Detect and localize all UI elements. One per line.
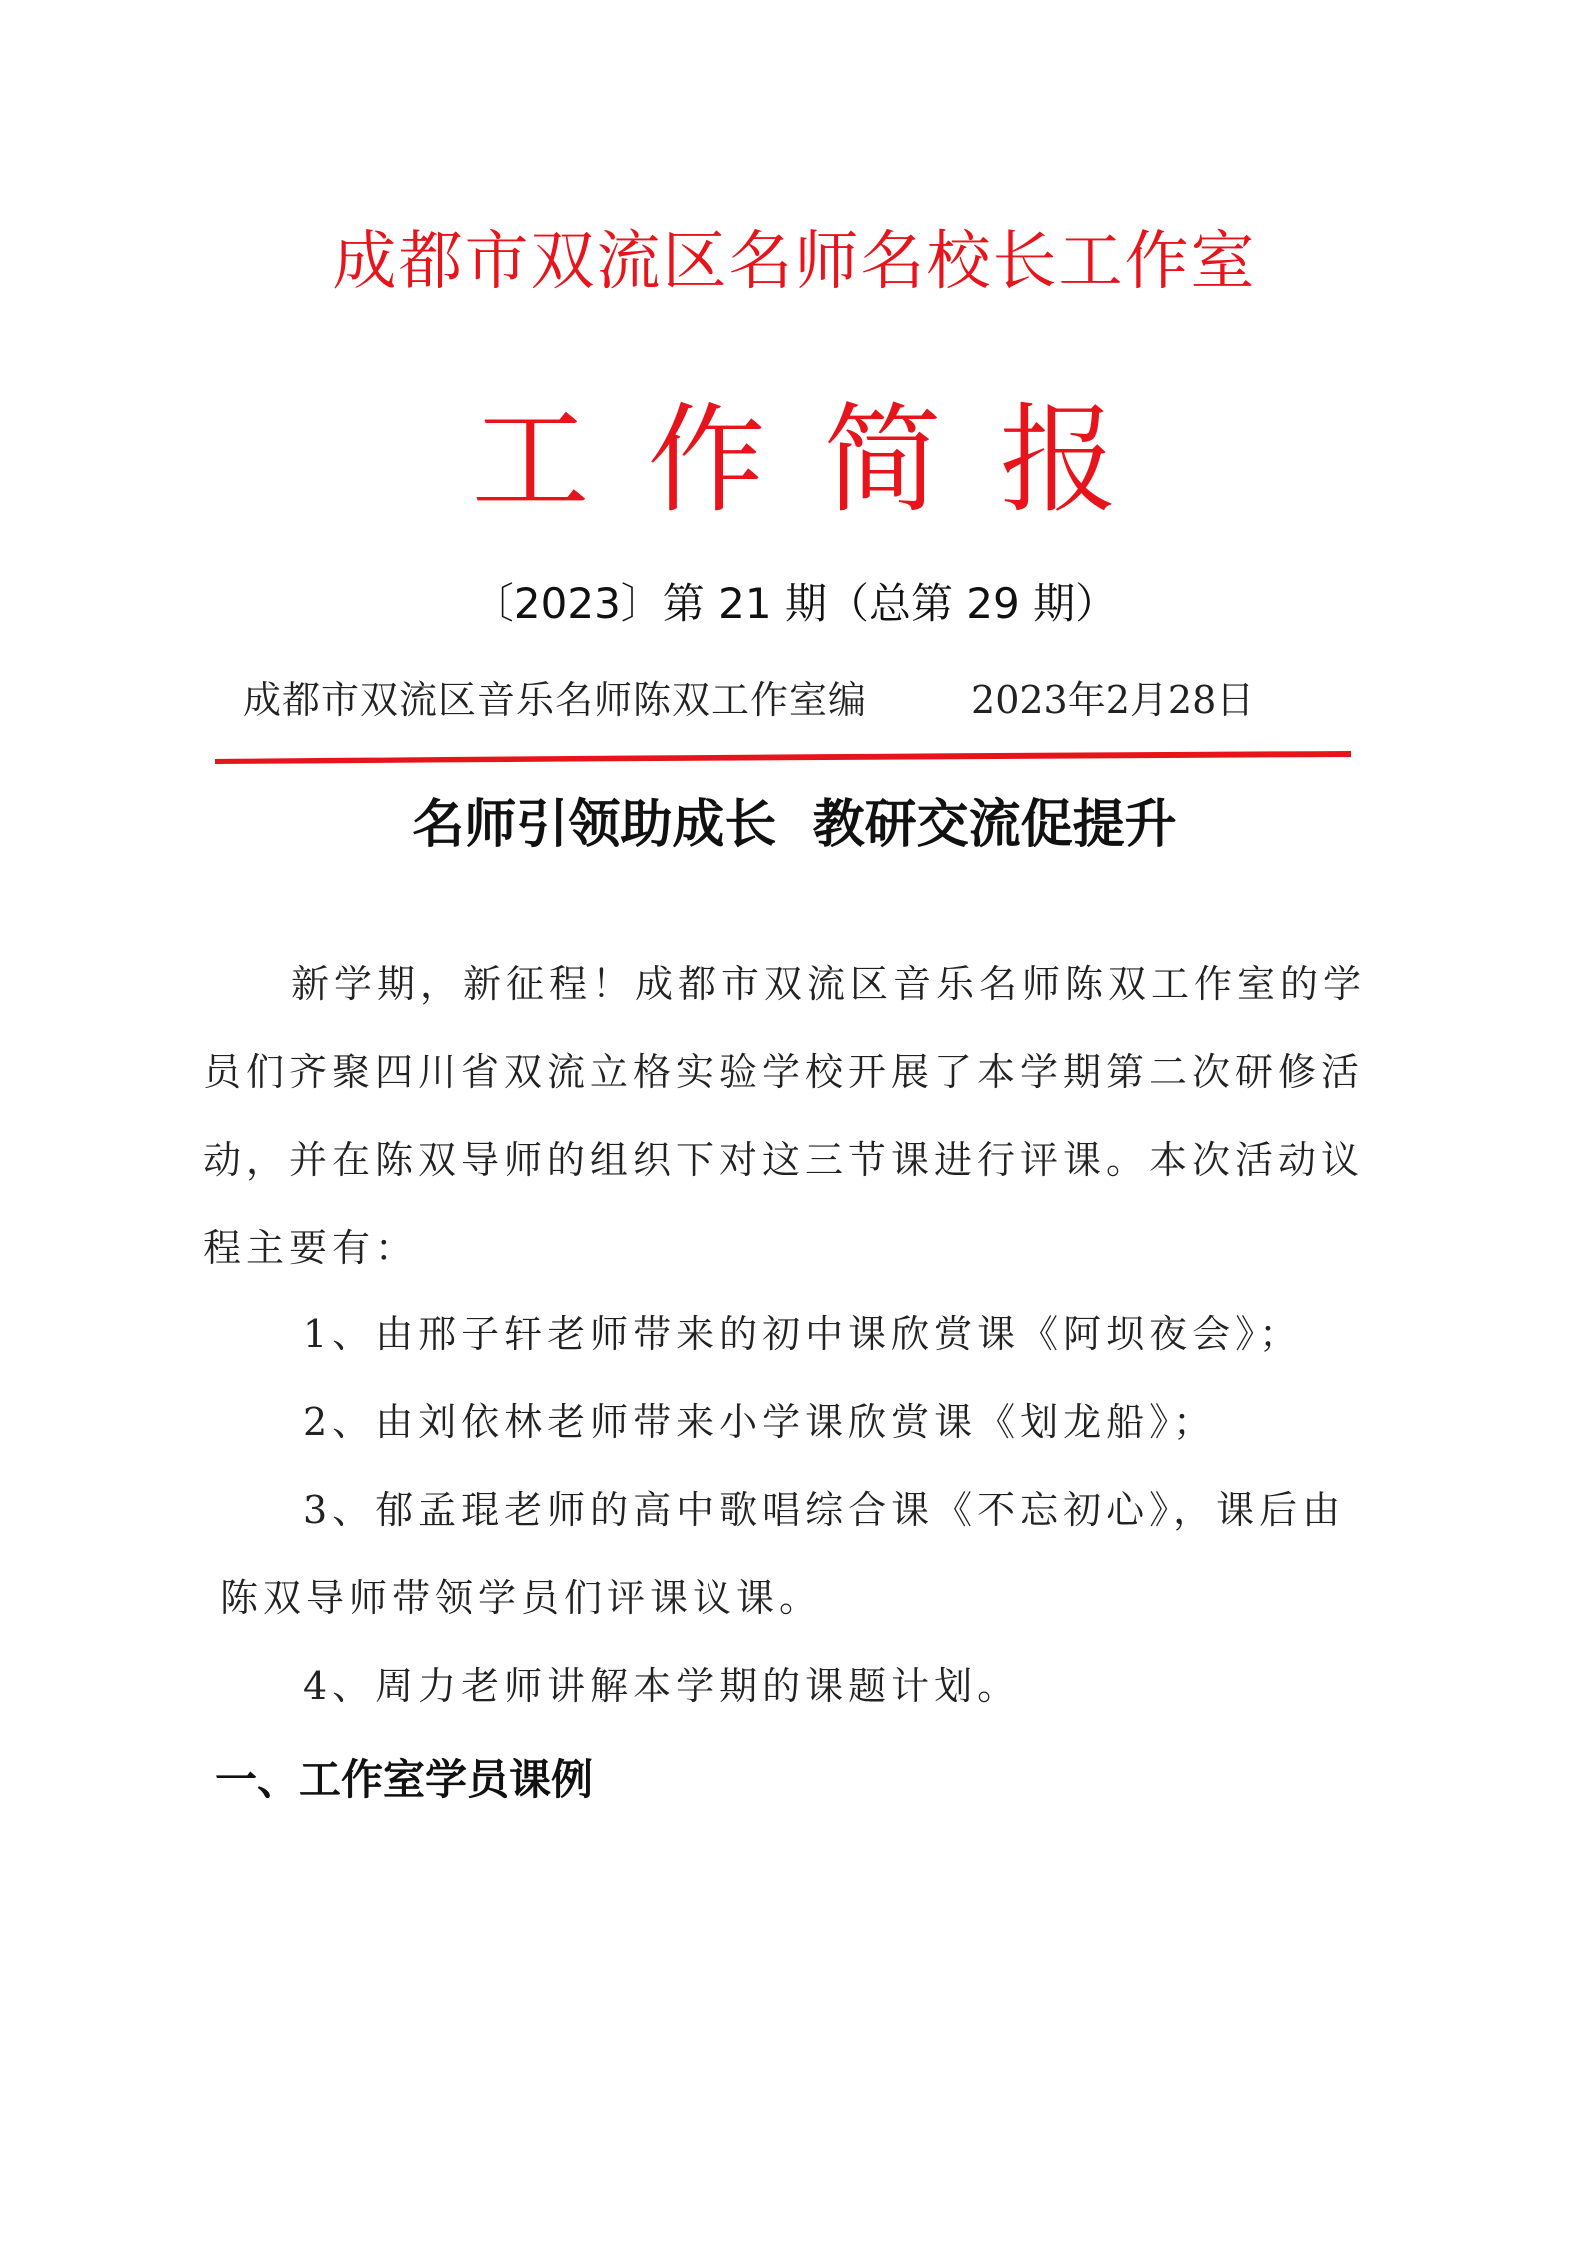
section-heading: 一、工作室学员课例: [215, 1755, 594, 1804]
agenda-item: 4、周力老师讲解本学期的课题计划。: [303, 1664, 1021, 1708]
editor-name: 成都市双流区音乐名师陈双工作室编: [243, 678, 868, 722]
red-divider: [215, 750, 1351, 766]
agenda-item-continuation: 陈双导师带领学员们评课议课。: [220, 1576, 823, 1620]
intro-paragraph: 新学期，新征程！成都市双流区音乐名师陈双工作室的学员们齐聚四川省双流立格实验学校开展了本学期第二次研修活动，并在陈双导师的组织下对这三节课进行评课。本次活动议程主要有：: [203, 962, 1367, 1270]
agenda-item: 1、由邢子轩老师带来的初中课欣赏课《阿坝夜会》；: [303, 1312, 1303, 1356]
editor-line: [243, 673, 1254, 727]
brief-title: 工作简报: [471, 391, 1176, 529]
article-heading: 名师引领助成长 教研交流促提升: [412, 795, 1177, 855]
edit-date: 2023年2月28日: [971, 678, 1255, 722]
issue-number: 〔2023〕第 21 期（总第 29 期）: [471, 579, 1118, 628]
org-title: 成都市双流区名师名校长工作室: [332, 225, 1257, 299]
agenda-item: 3、郁孟琨老师的高中歌唱综合课《不忘初心》，课后由: [303, 1488, 1346, 1532]
agenda-item: 2、由刘依林老师带来小学课欣赏课《划龙船》；: [303, 1400, 1217, 1444]
